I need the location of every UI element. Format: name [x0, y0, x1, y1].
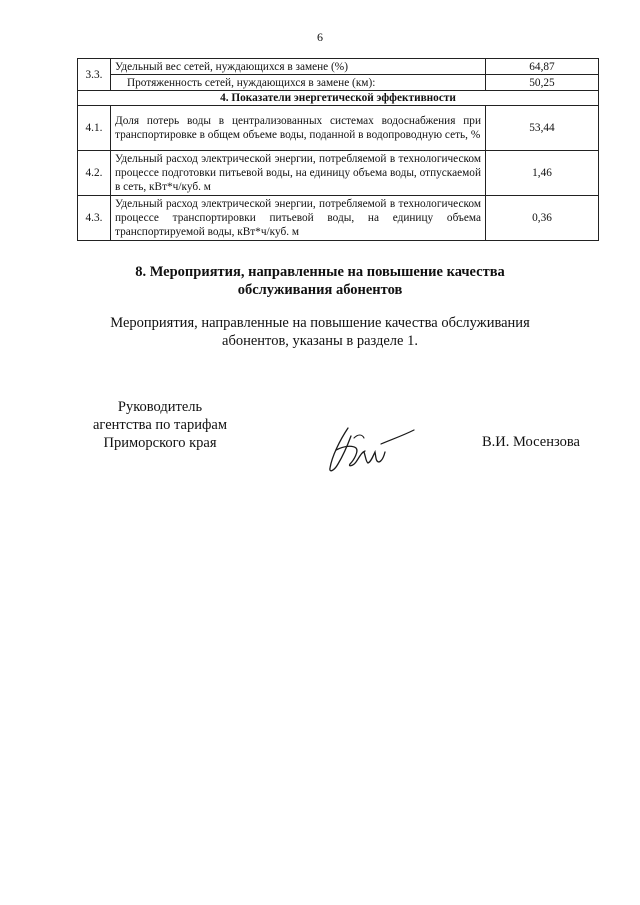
table-row	[78, 196, 599, 241]
section-8-title-line: 8. Мероприятия, направленные на повышение качества	[135, 264, 505, 280]
section-8-body-line: абонентов, указаны в разделе 1.	[222, 333, 418, 349]
handwritten-signature	[318, 418, 418, 476]
table-row	[78, 75, 599, 91]
table-row	[78, 106, 599, 151]
section-8-body	[0, 314, 640, 350]
row-text: Доля потерь воды в централизованных системах водоснабжения при транспортировке в общем объеме воды, поданной в водопроводную сеть, %	[111, 106, 486, 151]
section-header: 4. Показатели энергетической эффективности	[78, 91, 599, 106]
row-number: 4.3.	[78, 196, 111, 241]
indicators-table	[77, 58, 599, 241]
section-8-body-line: Мероприятия, направленные на повышение качества обслуживания	[110, 315, 530, 331]
row-value: 64,87	[486, 59, 599, 75]
section-8-title	[0, 263, 640, 299]
signer-position-line: Приморского края	[103, 435, 217, 451]
row-number: 4.1.	[78, 106, 111, 151]
section-8-title-line: обслуживания абонентов	[237, 282, 403, 298]
row-text: Удельный вес сетей, нуждающихся в замене (%)	[111, 59, 486, 75]
row-number: 4.2.	[78, 151, 111, 196]
signer-position-line: агентства по тарифам	[93, 417, 227, 433]
table-row	[78, 59, 599, 75]
row-text: Протяженность сетей, нуждающихся в замене (км):	[111, 75, 486, 91]
signer-position	[60, 398, 260, 452]
table-row	[78, 151, 599, 196]
row-number: 3.3.	[78, 59, 111, 91]
page-number: 6	[317, 30, 323, 44]
row-text: Удельный расход электрической энергии, потребляемой в технологическом процессе подготовки питьевой воды, на единицу объема воды, отпускаемой в сеть, кВт*ч/куб. м	[111, 151, 486, 196]
section-header-row	[78, 91, 599, 106]
signer-position-line: Руководитель	[117, 399, 203, 415]
row-text: Удельный расход электрической энергии, потребляемой в технологическом процессе транспортировки питьевой воды, на единицу объема транспортируемой воды, кВт*ч/куб. м	[111, 196, 486, 241]
row-value: 0,36	[486, 196, 599, 241]
signer-name: В.И. Мосензова	[482, 434, 580, 450]
row-value: 1,46	[486, 151, 599, 196]
row-value: 53,44	[486, 106, 599, 151]
row-value: 50,25	[486, 75, 599, 91]
